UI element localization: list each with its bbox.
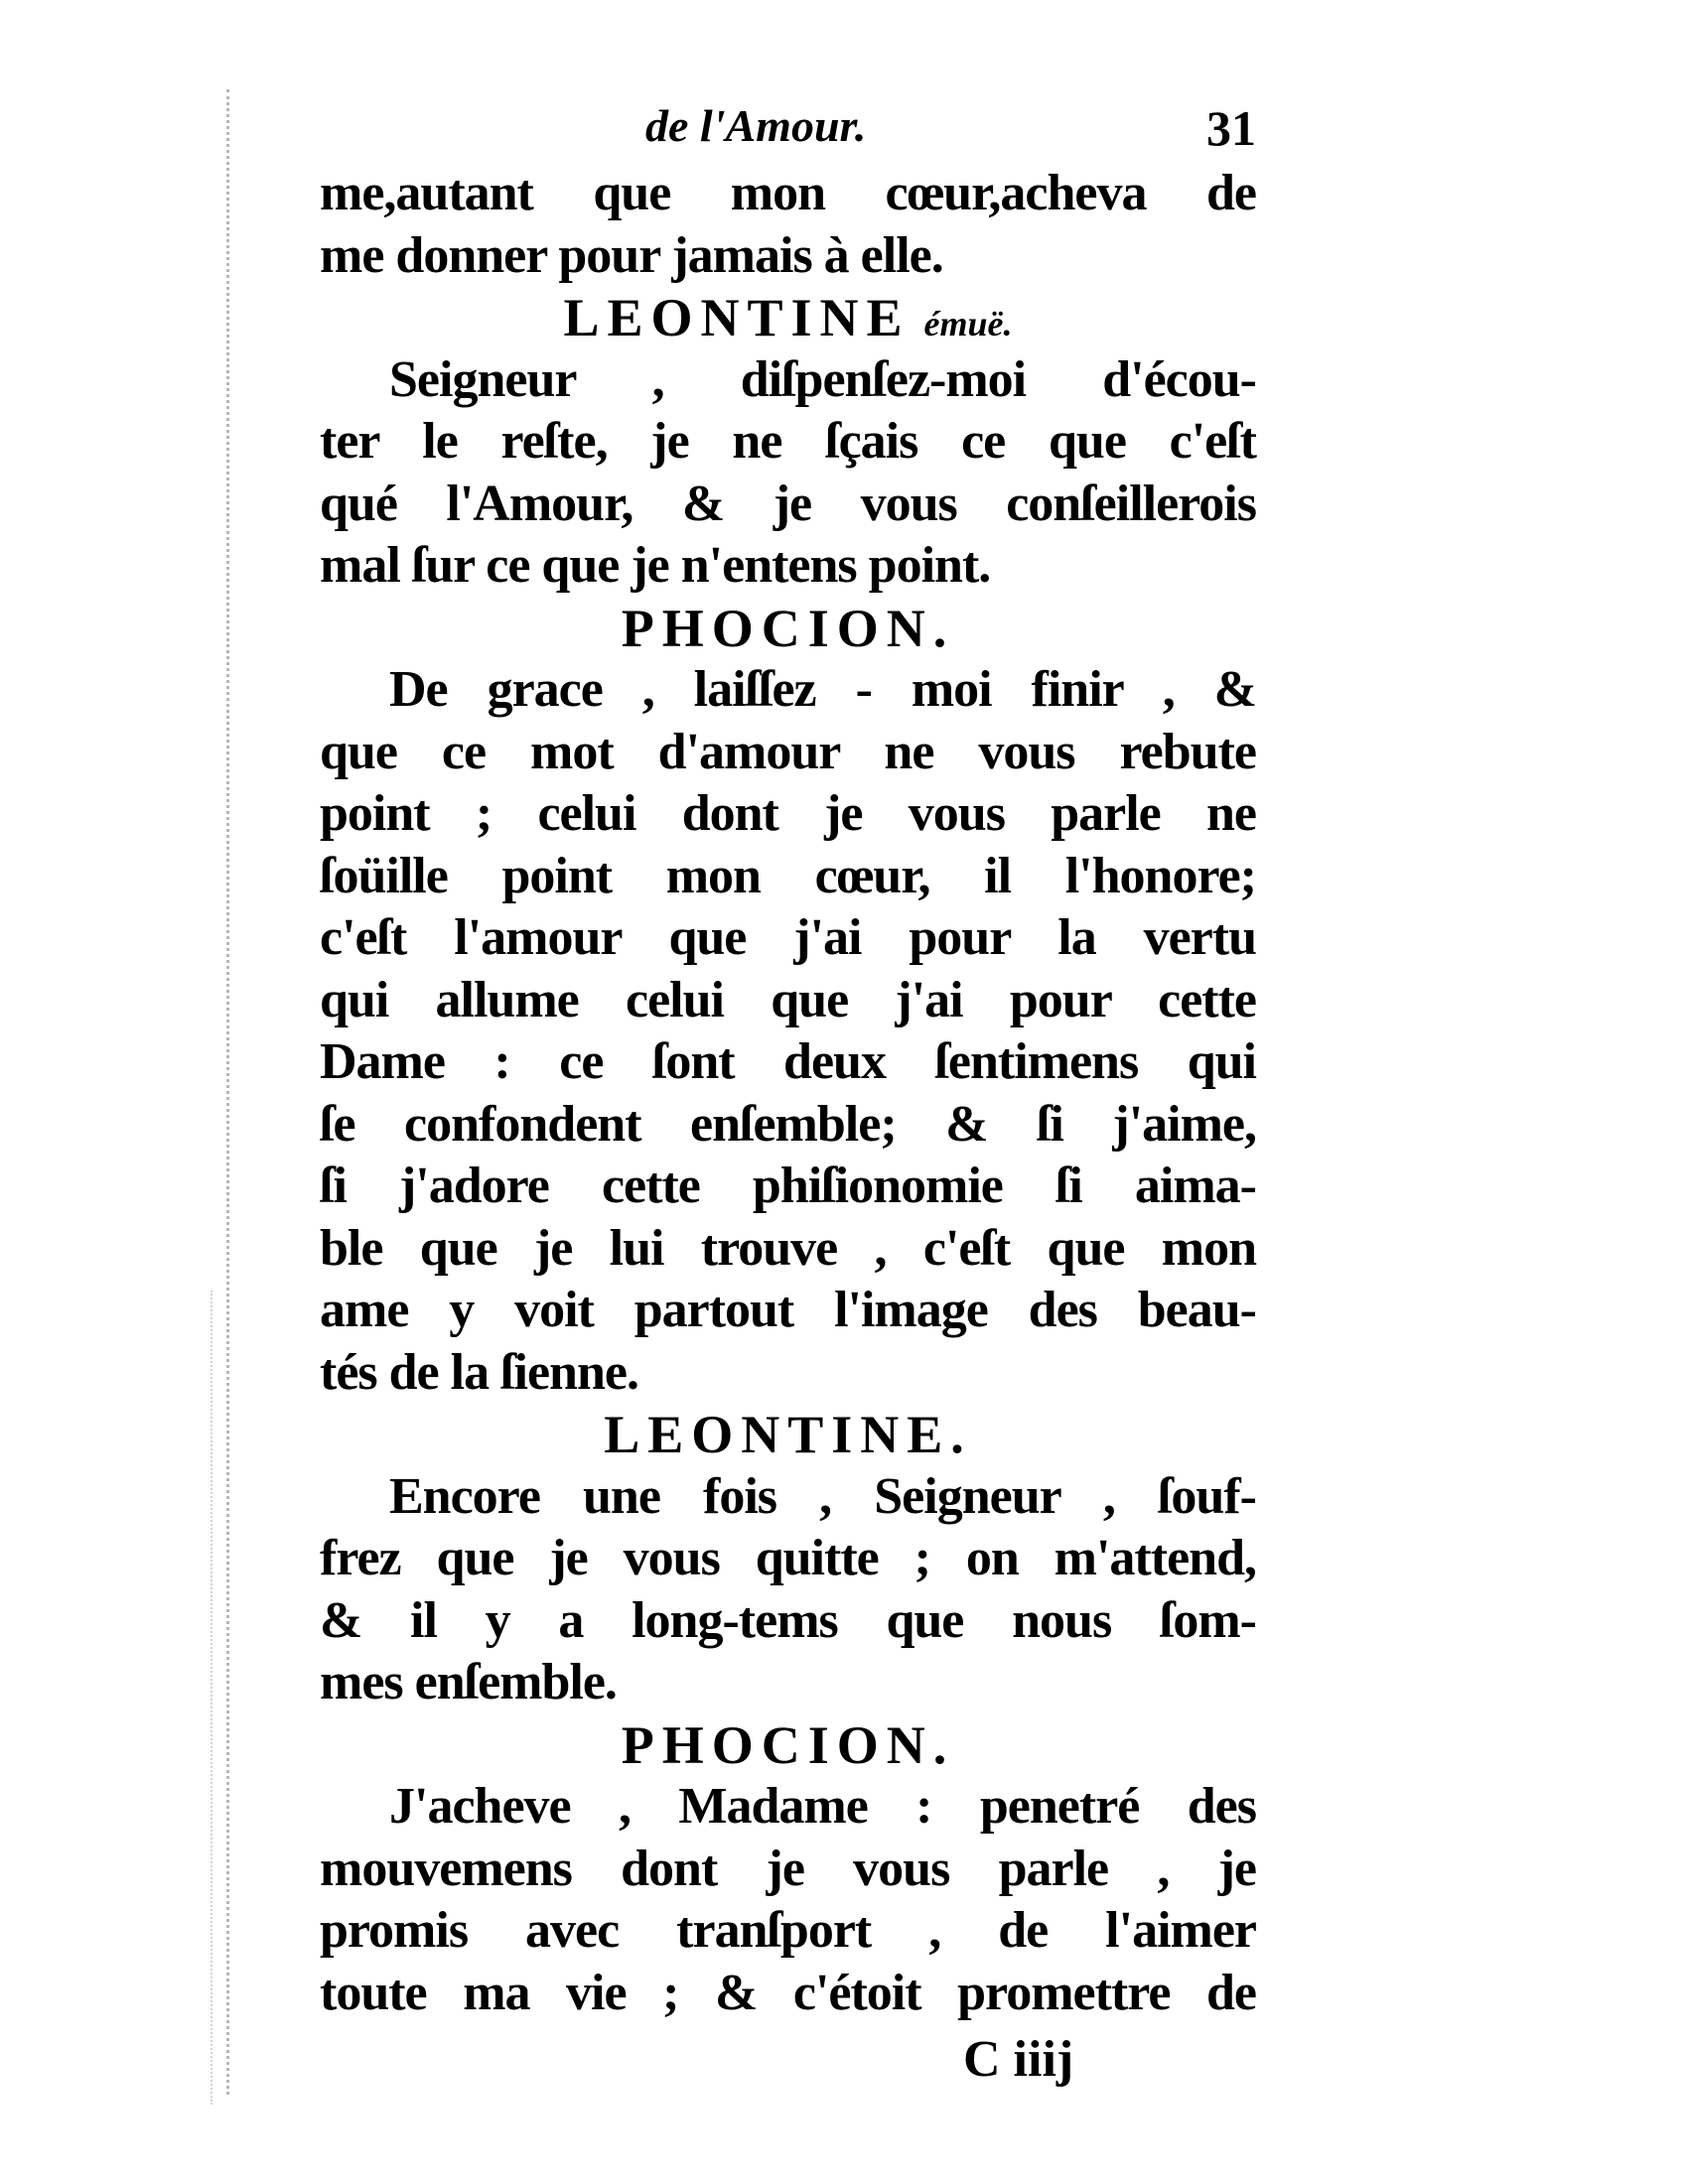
text-line	[320, 1591, 1256, 1651]
line-text: que ce mot d'amour ne vous rebute	[320, 723, 1256, 780]
text-line	[320, 660, 1256, 720]
text-line	[320, 164, 1256, 223]
scan-margin-noise	[226, 89, 229, 2095]
line-text: qué l'Amour, & je vous conſeillerois	[320, 475, 1256, 532]
page-number: 31	[1206, 100, 1256, 156]
speaker-name	[320, 1715, 1256, 1775]
text-line	[320, 1343, 1256, 1403]
speaker-name	[320, 599, 1256, 658]
text-line	[320, 475, 1256, 534]
text-line	[320, 1157, 1256, 1216]
text-line	[320, 1901, 1256, 1961]
text-line	[320, 226, 1256, 286]
line-text: point ; celui dont je vous parle ne	[320, 785, 1256, 842]
line-text: De grace , laiſſez - moi finir , &	[389, 661, 1256, 718]
line-text: & il y a long-tems que nous ſom-	[320, 1591, 1256, 1649]
text-line	[320, 1529, 1256, 1588]
line-text: mal ſur ce que je n'entens point.	[320, 537, 991, 594]
text-line	[320, 723, 1256, 782]
line-text: promis avec tranſport , de l'aimer	[320, 1902, 1256, 1959]
text-line	[320, 1032, 1256, 1092]
text-line	[320, 1281, 1256, 1340]
text-line	[320, 1777, 1256, 1837]
text-line	[320, 1840, 1256, 1899]
speaker-label: LEONTINE	[563, 288, 911, 347]
speaker-name	[320, 288, 1256, 353]
stage-direction: émuë.	[923, 304, 1013, 343]
page-header	[318, 99, 1256, 159]
line-text: me donner pour jamais à elle.	[320, 226, 943, 284]
line-text: toute ma vie ; & c'étoit promettre de	[320, 1964, 1256, 2021]
line-text: ſi j'adore cette phiſionomie ſi aima-	[320, 1158, 1256, 1214]
line-text: ble que je lui trouve , c'eſt que mon	[320, 1219, 1256, 1277]
running-title: de l'Amour.	[645, 100, 867, 151]
text-line	[320, 350, 1256, 410]
text-line	[320, 412, 1256, 472]
line-text: ter le reſte, je ne ſçais ce que c'eſt	[320, 413, 1256, 470]
speaker-label: PHOCION.	[621, 598, 955, 658]
scan-margin-noise	[211, 1291, 212, 2105]
text-line	[320, 1219, 1256, 1279]
line-text: ſe confondent enſemble; & ſi j'aime,	[320, 1095, 1256, 1153]
speaker-label: PHOCION.	[621, 1714, 955, 1775]
line-text: qui allume celui que j'ai pour cette	[320, 971, 1256, 1028]
text-line	[320, 908, 1256, 968]
line-text: Dame : ce ſont deux ſentimens qui	[320, 1033, 1256, 1090]
line-text: mouvemens dont je vous parle , je	[320, 1840, 1256, 1897]
text-line	[320, 1467, 1256, 1527]
line-text: tés de la ſienne.	[320, 1343, 638, 1401]
text-line	[320, 784, 1256, 844]
text-line	[320, 847, 1256, 906]
line-text: frez que je vous quitte ; on m'attend,	[320, 1530, 1256, 1586]
line-text: c'eſt l'amour que j'ai pour la vertu	[320, 909, 1256, 966]
signature-mark: C iiij	[963, 2031, 1074, 2088]
text-line	[320, 1653, 1256, 1712]
line-text: ame y voit partout l'image des beau-	[320, 1282, 1256, 1338]
speaker-label: LEONTINE.	[604, 1405, 972, 1464]
text-line	[320, 536, 1256, 596]
line-text: Seigneur , diſpenſez-moi d'écou-	[389, 350, 1256, 408]
line-text: me,autant que mon cœur,acheva de	[320, 165, 1256, 221]
line-text: Encore une fois , Seigneur , ſouf-	[389, 1467, 1256, 1525]
speaker-name	[320, 1405, 1256, 1464]
text-line	[320, 971, 1256, 1030]
text-line	[320, 1095, 1256, 1155]
text-line	[320, 1964, 1256, 2023]
line-text: J'acheve , Madame : penetré des	[389, 1778, 1256, 1835]
line-text: mes enſemble.	[320, 1654, 617, 1710]
line-text: ſoüille point mon cœur, il l'honore;	[320, 847, 1256, 904]
